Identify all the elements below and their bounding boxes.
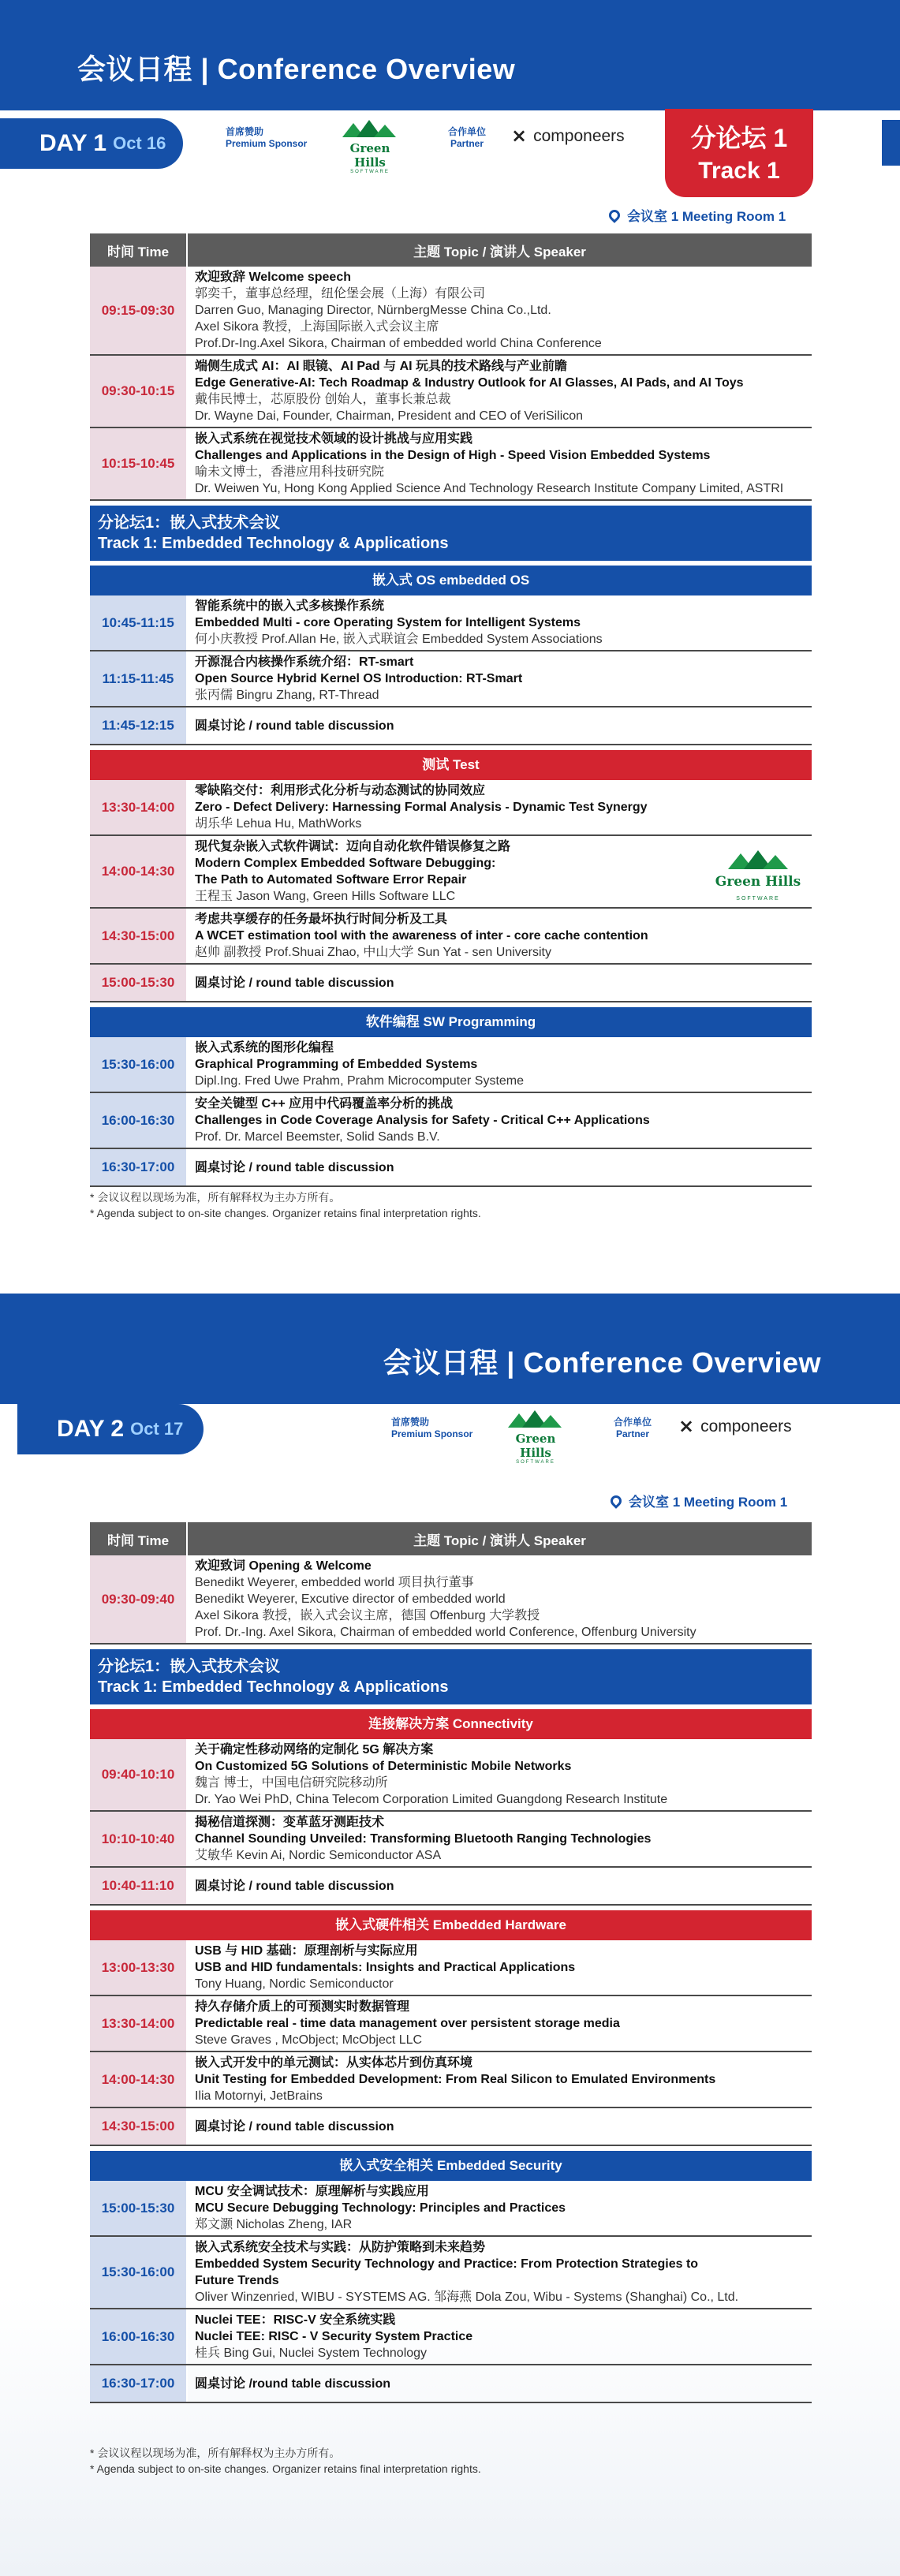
agenda-row xyxy=(90,965,812,1002)
session-content xyxy=(188,707,812,744)
round-table-label: 圆桌讨论 / round table discussion xyxy=(195,976,394,990)
partner-label: 合作单位 Partner xyxy=(614,1417,652,1439)
section-header: 嵌入式硬件相关 Embedded Hardware xyxy=(90,1910,812,1940)
session-content xyxy=(188,2181,812,2235)
session-title-en: MCU Secure Debugging Technology: Principles and Practices xyxy=(195,2201,566,2215)
session-content xyxy=(188,595,812,650)
agenda-row xyxy=(90,356,812,428)
session-title-zh: 持久存储介质上的可预测实时数据管理 xyxy=(195,2000,410,2014)
agenda-row xyxy=(90,2309,812,2365)
agenda-row xyxy=(90,1812,812,1868)
session-time: 14:30-15:00 xyxy=(90,909,188,963)
agenda-row xyxy=(90,1149,812,1187)
componeers-logo: ⨯ componeers xyxy=(678,1416,792,1437)
agenda-row xyxy=(90,1868,812,1906)
day-label: DAY 1 xyxy=(39,130,107,156)
session-content xyxy=(188,651,812,706)
session-time: 09:15-09:30 xyxy=(90,267,188,354)
session-title-zh: USB 与 HID 基础：原理剖析与实际应用 xyxy=(195,1944,418,1958)
session-title-en: Unit Testing for Embedded Development: From Real Silicon to Emulated Environments xyxy=(195,2073,716,2086)
agenda-row xyxy=(90,707,812,745)
session-title-en: Nuclei TEE: RISC - V Security System Practice xyxy=(195,2330,473,2343)
session-time: 09:40-10:10 xyxy=(90,1739,188,1810)
premium-sponsor-label: 首席赞助 Premium Sponsor xyxy=(391,1417,473,1439)
agenda-row xyxy=(90,2181,812,2237)
speaker-line: Axel Sikora 教授，嵌入式会议主席，德国 Offenburg 大学教授 xyxy=(195,1609,540,1622)
session-time: 11:15-11:45 xyxy=(90,651,188,706)
agenda-notes: * 会议议程以现场为准，所有解释权为主办方所有。 * Agenda subject to on-site changes. Organizer retains final interpretation rights. xyxy=(90,2447,481,2475)
session-time: 10:15-10:45 xyxy=(90,428,188,499)
page-title: 会议日程 | Conference Overview xyxy=(383,1346,821,1379)
day-date: Oct 17 xyxy=(130,1419,184,1439)
session-title-zh: 欢迎致辞 Welcome speech xyxy=(195,271,351,284)
session-title-zh: 嵌入式系统安全技术与实践：从防护策略到未来趋势 xyxy=(195,2241,486,2254)
session-content xyxy=(188,2052,812,2107)
session-title-zh: 智能系统中的嵌入式多核操作系统 xyxy=(195,599,385,613)
session-content xyxy=(188,1812,812,1866)
session-title-zh: 欢迎致词 Opening & Welcome xyxy=(195,1559,372,1573)
mountains-icon xyxy=(711,849,805,869)
agenda-row xyxy=(90,2365,812,2403)
day-pill xyxy=(17,1404,204,1454)
round-table-label: 圆桌讨论 / round table discussion xyxy=(195,1160,394,1174)
session-content xyxy=(188,909,812,963)
title-banner xyxy=(0,0,900,110)
session-title-zh: 揭秘信道探测：变革蓝牙测距技术 xyxy=(195,1816,385,1829)
session-time: 14:00-14:30 xyxy=(90,836,188,907)
session-time: 10:40-11:10 xyxy=(90,1868,188,1904)
logo-text: Green Hills xyxy=(715,874,801,890)
speaker-line: Ilia Motornyi, JetBrains xyxy=(195,2089,323,2103)
session-time: 16:00-16:30 xyxy=(90,1093,188,1148)
track-badge: 分论坛 1 Track 1 xyxy=(665,109,813,197)
speaker-line: Prof. Dr.-Ing. Axel Sikora, Chairman of embedded world Conference, Offenburg University xyxy=(195,1626,696,1639)
session-content xyxy=(188,780,812,834)
session-title-en: Challenges in Code Coverage Analysis for Safety - Critical C++ Applications xyxy=(195,1114,650,1127)
session-title-zh: 零缺陷交付：利用形式化分析与动态测试的协同效应 xyxy=(195,784,486,797)
session-time: 11:45-12:15 xyxy=(90,707,188,744)
session-content xyxy=(188,2237,812,2308)
agenda-table-day1 xyxy=(90,233,812,1187)
session-title-zh: 关于确定性移动网络的定制化 5G 解决方案 xyxy=(195,1743,434,1757)
componeers-mark-icon: ⨯ xyxy=(511,125,528,147)
session-title-zh: 现代复杂嵌入式软件调试：迈向自动化软件错误修复之路 xyxy=(195,840,511,853)
agenda-row xyxy=(90,1555,812,1645)
speaker-line: Dr. Yao Wei PhD, China Telecom Corporation Limited Guangdong Research Institute xyxy=(195,1793,668,1806)
speaker-line: Darren Guo, Managing Director, NürnbergMesse China Co.,Ltd. xyxy=(195,304,551,317)
speaker-line: Dr. Weiwen Yu, Hong Kong Applied Science And Technology Research Institute Company Limited, ASTRI xyxy=(195,482,784,495)
green-hills-logo xyxy=(711,849,805,907)
speaker-line: 魏言 博士，中国电信研究院移动所 xyxy=(195,1776,388,1790)
session-time: 14:00-14:30 xyxy=(90,2052,188,2107)
agenda-row xyxy=(90,1940,812,1996)
session-title-zh: Nuclei TEE：RISC-V 安全系统实践 xyxy=(195,2313,396,2327)
session-time: 10:45-11:15 xyxy=(90,595,188,650)
session-content xyxy=(188,965,812,1001)
agenda-row xyxy=(90,1996,812,2052)
speaker-line: 戴伟民博士，芯原股份 创始人，董事长兼总裁 xyxy=(195,393,451,406)
session-content xyxy=(188,2108,812,2145)
session-title-en: Open Source Hybrid Kernel OS Introduction: RT-Smart xyxy=(195,672,523,685)
session-title-en: Challenges and Applications in the Design of High - Speed Vision Embedded Systems xyxy=(195,449,711,462)
agenda-row xyxy=(90,595,812,651)
section-header: 嵌入式 OS embedded OS xyxy=(90,566,812,595)
speaker-line: 郑文灏 Nicholas Zheng, IAR xyxy=(195,2218,353,2231)
session-title-en: Predictable real - time data management over persistent storage media xyxy=(195,2017,620,2030)
session-title-zh: 端侧生成式 AI：AI 眼镜、AI Pad 与 AI 玩具的技术路线与产业前瞻 xyxy=(195,360,568,373)
agenda-table-day2 xyxy=(90,1522,812,2403)
session-title-en: USB and HID fundamentals: Insights and Practical Applications xyxy=(195,1961,576,1974)
day-date: Oct 16 xyxy=(113,133,166,153)
session-content xyxy=(188,1149,812,1185)
track-title-bar: 分论坛1：嵌入式技术会议 Track 1: Embedded Technology & Applications xyxy=(90,1649,812,1704)
speaker-line: Tony Huang, Nordic Semiconductor xyxy=(195,1977,394,1991)
session-title-en: On Customized 5G Solutions of Deterministic Mobile Networks xyxy=(195,1760,572,1773)
session-time: 15:00-15:30 xyxy=(90,2181,188,2235)
green-hills-logo: Green Hills SOFTWARE xyxy=(500,1409,571,1465)
session-time: 16:30-17:00 xyxy=(90,1149,188,1185)
speaker-line: 赵帅 副教授 Prof.Shuai Zhao, 中山大学 Sun Yat - sen University xyxy=(195,946,552,959)
agenda-row xyxy=(90,2108,812,2146)
session-title-zh: 安全关键型 C++ 应用中代码覆盖率分析的挑战 xyxy=(195,1097,454,1111)
session-content xyxy=(188,2365,812,2402)
session-content xyxy=(188,2309,812,2364)
speaker-line: 喻未文博士，香港应用科技研究院 xyxy=(195,465,385,479)
session-time: 10:10-10:40 xyxy=(90,1812,188,1866)
agenda-row xyxy=(90,1739,812,1812)
speaker-line: 张丙儒 Bingru Zhang, RT-Thread xyxy=(195,689,379,702)
agenda-row xyxy=(90,2237,812,2309)
day2-page xyxy=(0,1294,900,2576)
session-content xyxy=(188,1940,812,1995)
session-time: 13:30-14:00 xyxy=(90,780,188,834)
session-time: 14:30-15:00 xyxy=(90,2108,188,2145)
session-time: 16:30-17:00 xyxy=(90,2365,188,2402)
session-title-zh: 嵌入式系统在视觉技术领域的设计挑战与应用实践 xyxy=(195,432,473,446)
session-content xyxy=(188,1739,812,1810)
session-content xyxy=(188,1037,812,1092)
speaker-line: 胡乐华 Lehua Hu, MathWorks xyxy=(195,817,362,831)
speaker-line: Benedikt Weyerer, embedded world 项目执行董事 xyxy=(195,1576,474,1589)
session-content xyxy=(188,836,812,907)
session-content xyxy=(188,1868,812,1904)
page-title: 会议日程 | Conference Overview xyxy=(77,53,516,85)
session-title-zh: 嵌入式系统的图形化编程 xyxy=(195,1041,334,1055)
session-content xyxy=(188,428,812,499)
session-content xyxy=(188,267,812,354)
session-title-zh: 考虑共享缓存的任务最坏执行时间分析及工具 xyxy=(195,913,448,926)
agenda-row xyxy=(90,2052,812,2108)
agenda-row xyxy=(90,780,812,836)
premium-sponsor-label: 首席赞助 Premium Sponsor xyxy=(226,126,308,149)
session-time: 13:30-14:00 xyxy=(90,1996,188,2051)
session-title-en: Zero - Defect Delivery: Harnessing Formal Analysis - Dynamic Test Synergy xyxy=(195,801,648,814)
agenda-row xyxy=(90,1037,812,1093)
section-header: 软件编程 SW Programming xyxy=(90,1007,812,1037)
session-title-en: Embedded System Security Technology and Practice: From Protection Strategies to xyxy=(195,2257,699,2271)
agenda-notes: * 会议议程以现场为准，所有解释权为主办方所有。 * Agenda subject to on-site changes. Organizer retains final interpretation rights. xyxy=(90,1191,481,1219)
mountains-icon xyxy=(500,1409,571,1428)
session-title-en-cont: The Path to Automated Software Error Repair xyxy=(195,873,467,887)
agenda-row xyxy=(90,267,812,356)
agenda-row xyxy=(90,651,812,707)
session-title-en-cont: Future Trends xyxy=(195,2274,279,2287)
session-title-zh: 开源混合内核操作系统介绍：RT-smart xyxy=(195,655,414,669)
location-pin-icon xyxy=(607,207,622,223)
speaker-line: Prof. Dr. Marcel Beemster, Solid Sands B.V. xyxy=(195,1130,440,1144)
session-title-en: A WCET estimation tool with the awareness of inter - core cache contention xyxy=(195,929,648,943)
session-content xyxy=(188,356,812,427)
session-time: 13:00-13:30 xyxy=(90,1940,188,1995)
speaker-line: Benedikt Weyerer, Excutive director of embedded world xyxy=(195,1592,506,1606)
speaker-line: Steve Graves , McObject; McObject LLC xyxy=(195,2033,423,2047)
table-header: 时间 Time 主题 Topic / 演讲人 Speaker xyxy=(90,233,812,267)
speaker-line: Prof.Dr-Ing.Axel Sikora, Chairman of embedded world China Conference xyxy=(195,337,602,350)
session-time: 15:30-16:00 xyxy=(90,1037,188,1092)
logo-subtext: SOFTWARE xyxy=(736,896,780,902)
round-table-label: 圆桌讨论 / round table discussion xyxy=(195,1879,394,1893)
section-header: 测试 Test xyxy=(90,750,812,780)
location-pin-icon xyxy=(608,1493,624,1509)
round-table-label: 圆桌讨论 /round table discussion xyxy=(195,2376,391,2391)
section-header: 连接解决方案 Connectivity xyxy=(90,1709,812,1739)
speaker-line: Axel Sikora 教授，上海国际嵌入式会议主席 xyxy=(195,320,439,334)
round-table-label: 圆桌讨论 / round table discussion xyxy=(195,719,394,733)
session-content xyxy=(188,1555,812,1643)
day-label: DAY 2 xyxy=(57,1416,125,1442)
componeers-logo: ⨯ componeers xyxy=(511,125,625,147)
componeers-mark-icon: ⨯ xyxy=(678,1416,695,1437)
session-time: 09:30-10:15 xyxy=(90,356,188,427)
speaker-line: Dr. Wayne Dai, Founder, Chairman, President and CEO of VeriSilicon xyxy=(195,409,584,423)
agenda-row xyxy=(90,909,812,965)
speaker-line: Dipl.Ing. Fred Uwe Prahm, Prahm Microcomputer Systeme xyxy=(195,1074,525,1088)
session-time: 15:00-15:30 xyxy=(90,965,188,1001)
meeting-room-label: 会议室 1 Meeting Room 1 xyxy=(611,1491,787,1510)
decorative-bar xyxy=(882,120,900,166)
meeting-room-label: 会议室 1 Meeting Room 1 xyxy=(609,205,786,225)
round-table-label: 圆桌讨论 / round table discussion xyxy=(195,2119,394,2134)
section-header: 嵌入式安全相关 Embedded Security xyxy=(90,2151,812,2181)
speaker-line: 郭奕千，董事总经理，纽伦堡会展（上海）有限公司 xyxy=(195,287,486,301)
partner-label: 合作单位 Partner xyxy=(448,126,487,149)
day-pill xyxy=(0,118,183,169)
session-time: 16:00-16:30 xyxy=(90,2309,188,2364)
green-hills-logo: Green Hills SOFTWARE xyxy=(334,118,405,174)
title-banner xyxy=(0,1294,900,1404)
speaker-line: 何小庆教授 Prof.Allan He, 嵌入式联谊会 Embedded System Associations xyxy=(195,633,603,646)
session-title-zh: MCU 安全调试技术：原理解析与实践应用 xyxy=(195,2185,429,2198)
session-content xyxy=(188,1996,812,2051)
table-header: 时间 Time 主题 Topic / 演讲人 Speaker xyxy=(90,1522,812,1555)
agenda-row xyxy=(90,1093,812,1149)
session-title-en: Edge Generative-AI: Tech Roadmap & Industry Outlook for AI Glasses, AI Pads, and AI Toys xyxy=(195,376,744,390)
session-time: 09:30-09:40 xyxy=(90,1555,188,1643)
agenda-row xyxy=(90,428,812,501)
mountains-icon xyxy=(334,118,405,137)
agenda-row xyxy=(90,836,812,909)
session-title-en: Graphical Programming of Embedded Systems xyxy=(195,1058,478,1071)
session-time: 15:30-16:00 xyxy=(90,2237,188,2308)
speaker-line: 桂兵 Bing Gui, Nuclei System Technology xyxy=(195,2346,428,2360)
speaker-line: 艾敏华 Kevin Ai, Nordic Semiconductor ASA xyxy=(195,1849,442,1862)
session-title-en: Modern Complex Embedded Software Debugging: xyxy=(195,857,496,870)
speaker-line: 王程玉 Jason Wang, Green Hills Software LLC xyxy=(195,890,456,903)
session-title-zh: 嵌入式开发中的单元测试：从实体芯片到仿真环境 xyxy=(195,2056,473,2070)
track-title-bar: 分论坛1：嵌入式技术会议 Track 1: Embedded Technology & Applications xyxy=(90,506,812,561)
session-title-en: Channel Sounding Unveiled: Transforming Bluetooth Ranging Technologies xyxy=(195,1832,652,1846)
session-content xyxy=(188,1093,812,1148)
session-title-en: Embedded Multi - core Operating System for Intelligent Systems xyxy=(195,616,581,629)
speaker-line: Oliver Winzenried, WIBU - SYSTEMS AG. 邹海燕 Dola Zou, Wibu - Systems (Shanghai) Co., Ltd. xyxy=(195,2290,739,2304)
